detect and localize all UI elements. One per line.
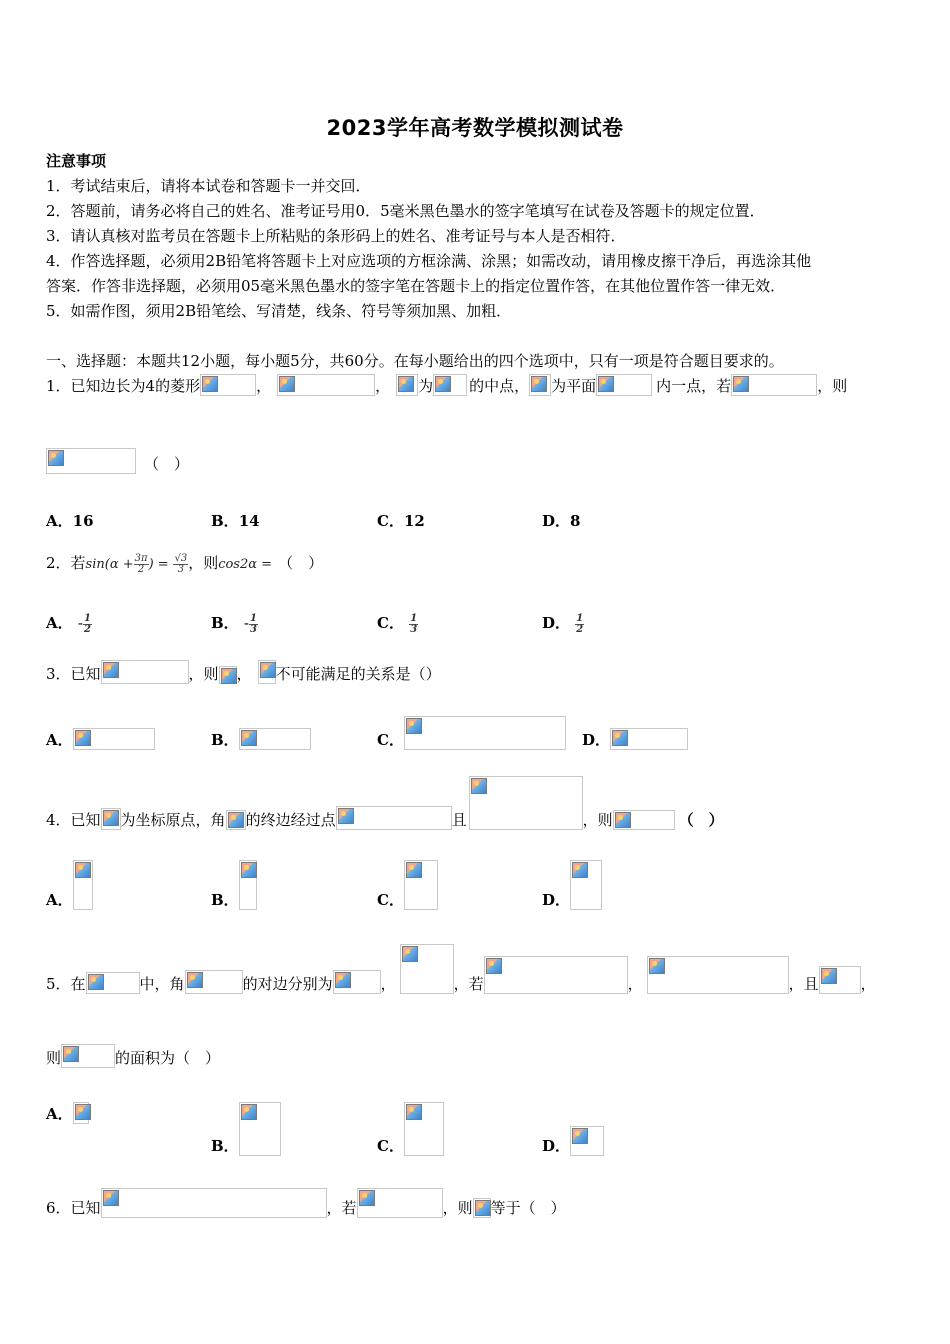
q4-option-a[interactable]	[46, 860, 93, 910]
q2-cos-expr: cos2α =	[218, 557, 273, 572]
section-heading: 一、选择题：本题共12小题，每小题5分，共60分。在每小题给出的四个选项中，只有一项是符合题目要求的。	[46, 352, 784, 370]
question-3	[46, 660, 441, 684]
q1-text: ，	[375, 377, 391, 395]
broken-image-icon	[73, 1102, 89, 1124]
q2-option-b[interactable]	[211, 612, 258, 635]
q5-option-d[interactable]	[542, 1126, 604, 1156]
broken-image-icon	[570, 860, 602, 910]
q1-text: 的中点，	[469, 377, 530, 395]
q2-text: 2．若	[46, 554, 86, 572]
q3-option-d[interactable]	[582, 728, 688, 750]
broken-image-icon	[484, 956, 628, 994]
option-sign: -	[77, 614, 83, 632]
broken-image-icon	[357, 1188, 443, 1218]
q3-option-c[interactable]	[377, 716, 566, 750]
broken-image-icon	[613, 810, 675, 830]
q2-frac-root	[173, 554, 188, 575]
broken-image-icon	[101, 808, 121, 830]
broken-image-icon	[433, 374, 467, 396]
option-label: C．	[377, 1137, 404, 1155]
notice-item-1: 1．考试结束后，请将本试卷和答题卡一并交回．	[46, 177, 371, 195]
q5-text: 则	[46, 1049, 62, 1067]
q2-text: ，则	[188, 554, 219, 572]
broken-image-icon	[86, 972, 140, 994]
option-label: D．	[542, 1137, 571, 1155]
option-value: 16	[72, 512, 94, 530]
q1-text: 1．已知边长为4的菱形	[46, 377, 201, 395]
broken-image-icon	[277, 374, 375, 396]
q5-option-a[interactable]	[46, 1102, 89, 1124]
q2-sin-expr: sin(α +	[85, 557, 134, 572]
q1-option-c[interactable]	[377, 510, 425, 531]
frac-denominator: 2	[576, 623, 584, 635]
option-value: 14	[238, 512, 260, 530]
option-label: A．	[46, 731, 73, 749]
q1-text: 为	[418, 377, 434, 395]
option-value: 12	[403, 512, 425, 530]
broken-image-icon	[400, 944, 454, 994]
q3-text: 3．已知	[46, 665, 101, 683]
q4-option-b[interactable]	[211, 860, 257, 910]
q5-text: 的对边分别为	[242, 975, 333, 993]
question-5-line-2	[46, 1044, 220, 1068]
notice-item-5: 5．如需作图，须用2B铅笔绘、写清楚，线条、符号等须加黑、加粗．	[46, 302, 512, 320]
option-label: B．	[211, 1137, 239, 1155]
option-label: B．	[211, 891, 239, 909]
notice-item-4-cont: 答案．作答非选择题，必须用05毫米黑色墨水的签字笔在答题卡上的指定位置作答，在其他位置作答一律无效．	[46, 277, 786, 295]
q6-text: ，则	[442, 1199, 473, 1217]
option-frac	[575, 614, 584, 635]
broken-image-icon	[404, 716, 566, 750]
notice-heading: 注意事项	[46, 152, 107, 170]
option-label: C．	[377, 891, 404, 909]
option-label: A．	[46, 891, 73, 909]
q3-text: ，则	[188, 665, 219, 683]
question-4	[46, 776, 724, 830]
q5-text: ，	[380, 975, 396, 993]
broken-image-icon	[46, 448, 136, 474]
q5-option-c[interactable]	[377, 1102, 444, 1156]
broken-image-icon	[258, 660, 276, 684]
notice-item-4: 4．作答选择题，必须用2B铅笔将答题卡上对应选项的方框涂满、涂黑；如需改动，请用橡皮擦干净后，再选涂其他	[46, 252, 812, 270]
q4-text: 为坐标原点，角	[120, 811, 226, 829]
question-2	[46, 552, 323, 575]
q1-option-d[interactable]	[542, 510, 580, 531]
broken-image-icon	[101, 660, 189, 684]
broken-image-icon	[529, 374, 551, 396]
q3-option-a[interactable]	[46, 728, 155, 750]
q5-text: ，且	[788, 975, 819, 993]
option-value: 8	[570, 512, 581, 530]
q5-text: 的面积为（ ）	[115, 1049, 221, 1067]
option-label: C．	[377, 614, 404, 632]
frac-numerator: 3π	[134, 552, 148, 564]
q4-text: 4．已知	[46, 811, 101, 829]
frac-denominator: 3	[410, 623, 418, 635]
option-label: B．	[211, 614, 239, 632]
broken-image-icon	[596, 374, 652, 396]
q2-option-a[interactable]	[46, 612, 92, 635]
frac-denominator: 3	[177, 563, 184, 575]
broken-image-icon	[333, 970, 381, 994]
option-label: A．	[46, 614, 73, 632]
option-frac	[249, 614, 258, 635]
option-label: A．	[46, 512, 73, 530]
question-6	[46, 1188, 566, 1218]
option-label: C．	[377, 512, 404, 530]
frac-denominator: 3	[250, 623, 257, 635]
broken-image-icon	[570, 1126, 604, 1156]
q2-option-d[interactable]	[542, 612, 584, 635]
q5-text: ，	[860, 975, 876, 993]
q5-text: ，若	[453, 975, 484, 993]
q3-text: 不可能满足的关系是（）	[275, 665, 441, 683]
frac-numerator: 1	[250, 612, 257, 624]
q1-text: ，	[256, 377, 272, 395]
frac-numerator: 1	[576, 612, 584, 624]
option-label: C．	[377, 731, 404, 749]
broken-image-icon	[610, 728, 688, 750]
option-label: B．	[211, 731, 239, 749]
q2-frac-pi	[134, 554, 149, 575]
broken-image-icon	[731, 374, 817, 396]
frac-numerator: 1	[410, 612, 418, 624]
option-label: D．	[582, 731, 611, 749]
question-1-line-2	[46, 448, 189, 474]
broken-image-icon	[185, 970, 243, 994]
frac-denominator: 2	[137, 563, 145, 575]
frac-numerator: 1	[83, 612, 91, 624]
broken-image-icon	[239, 1102, 281, 1156]
frac-numerator: √3	[174, 552, 188, 564]
broken-image-icon	[239, 728, 311, 750]
broken-image-icon	[200, 374, 256, 396]
q1-option-a[interactable]	[46, 510, 94, 531]
q4-text: 的终边经过点	[245, 811, 336, 829]
broken-image-icon	[73, 860, 93, 910]
broken-image-icon	[819, 966, 861, 994]
option-label: D．	[542, 891, 571, 909]
notice-item-3: 3．请认真核对监考员在答题卡上所粘贴的条形码上的姓名、准考证号与本人是否相符．	[46, 227, 626, 245]
q5-option-b[interactable]	[211, 1102, 281, 1156]
q1-text: 为平面	[551, 377, 597, 395]
option-label: D．	[542, 614, 571, 632]
q5-text: 中，角	[139, 975, 185, 993]
option-frac	[83, 614, 92, 635]
broken-image-icon	[336, 806, 452, 830]
broken-image-icon	[404, 860, 438, 910]
q4-text: （ ）	[678, 811, 724, 829]
broken-image-icon	[469, 776, 583, 830]
page-title: 2023学年高考数学模拟测试卷	[326, 116, 624, 140]
option-label: A．	[46, 1105, 73, 1123]
q6-text: 6．已知	[46, 1199, 101, 1217]
q1-text: ，则	[817, 377, 848, 395]
option-label: B．	[211, 512, 239, 530]
notice-item-2: 2．答题前，请务必将自己的姓名、准考证号用0．5毫米黑色墨水的签字笔填写在试卷及答题卡的规定位置．	[46, 202, 765, 220]
q4-option-d[interactable]	[542, 860, 602, 910]
q2-option-c[interactable]	[377, 612, 418, 635]
broken-image-icon	[396, 374, 418, 396]
question-5-line-1	[46, 944, 876, 994]
q2-rparen: ) =	[148, 557, 169, 572]
broken-image-icon	[239, 860, 257, 910]
q4-text: ，则	[582, 811, 613, 829]
broken-image-icon	[219, 666, 237, 684]
frac-denominator: 2	[83, 623, 91, 635]
broken-image-icon	[61, 1044, 115, 1068]
broken-image-icon	[473, 1198, 491, 1218]
q6-text: ，若	[326, 1199, 357, 1217]
broken-image-icon	[101, 1188, 327, 1218]
broken-image-icon	[404, 1102, 444, 1156]
q3-text: ，	[236, 665, 252, 683]
q1-text: （ ）	[144, 455, 190, 473]
q6-text: 等于（ ）	[490, 1199, 566, 1217]
broken-image-icon	[647, 956, 789, 994]
question-1-line-1	[46, 374, 847, 396]
q1-option-b[interactable]	[211, 510, 260, 531]
q5-text: 5．在	[46, 975, 86, 993]
q2-text: （ ）	[278, 554, 324, 572]
broken-image-icon	[73, 728, 155, 750]
broken-image-icon	[226, 810, 246, 830]
q1-text: 内一点，若	[656, 377, 732, 395]
q4-option-c[interactable]	[377, 860, 438, 910]
q3-option-b[interactable]	[211, 728, 311, 750]
option-frac	[409, 614, 418, 635]
option-label: D．	[542, 512, 571, 530]
q5-text: ，	[627, 975, 643, 993]
q4-text: 且	[451, 811, 467, 829]
option-sign: -	[243, 614, 249, 632]
